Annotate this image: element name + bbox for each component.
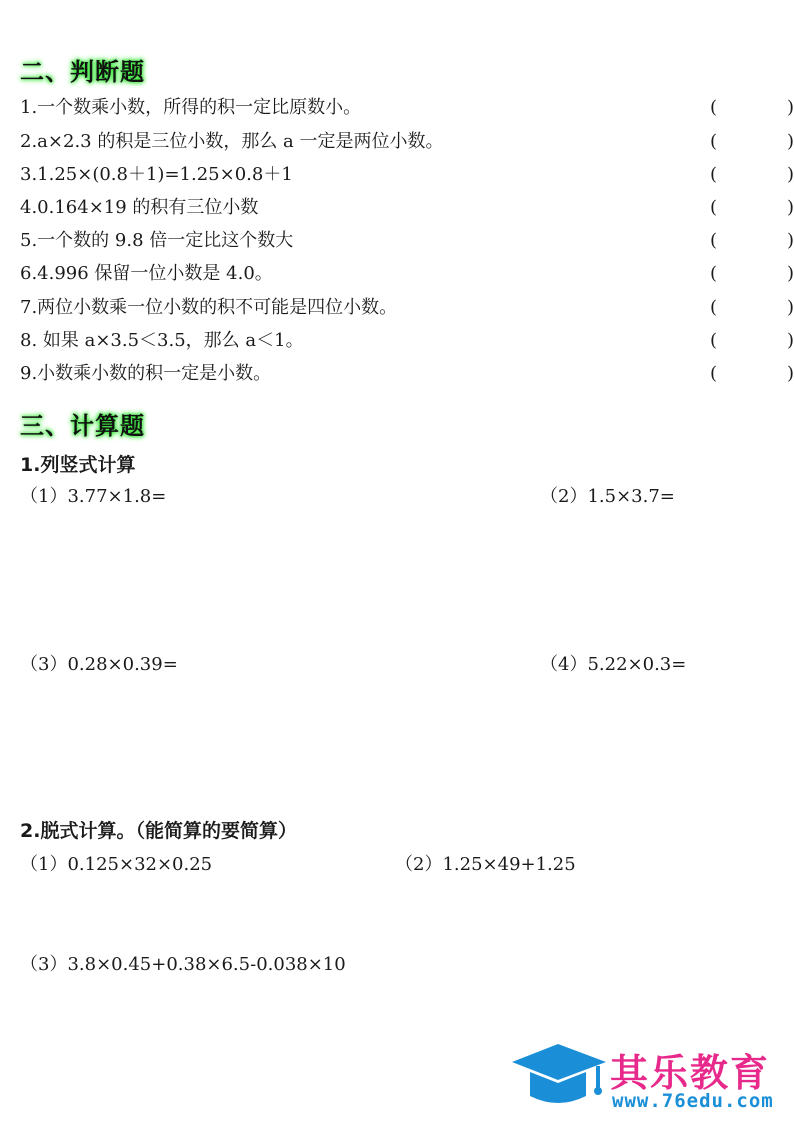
answer-parentheses[interactable]: ( ) — [710, 330, 794, 351]
brand-name: 其乐教育 — [610, 1051, 771, 1095]
question-text: 9.小数乘小数的积一定是小数。 — [20, 363, 272, 384]
question-text: 4.0.164×19 的积有三位小数 — [20, 197, 259, 218]
question-text: 2.a×2.3 的积是三位小数，那么 a 一定是两位小数。 — [20, 131, 444, 152]
question-row — [20, 93, 794, 123]
problem-1-2: （2）1.5×3.7= — [540, 486, 675, 507]
problem-2-1: （1）0.125×32×0.25 — [20, 854, 213, 875]
answer-parentheses[interactable]: ( ) — [710, 197, 794, 218]
section-title-calculation: 三、计算题 — [20, 412, 145, 440]
problem-2-3: （3）3.8×0.45+0.38×6.5-0.038×10 — [20, 954, 346, 975]
problem-2-2: （2）1.25×49+1.25 — [395, 854, 576, 875]
brand-url: www.76edu.com — [612, 1090, 774, 1112]
answer-parentheses[interactable]: ( ) — [710, 363, 794, 384]
question-row — [20, 226, 794, 256]
question-text: 8. 如果 a×3.5＜3.5，那么 a＜1。 — [20, 330, 304, 351]
question-text: 5.一个数的 9.8 倍一定比这个数大 — [20, 230, 294, 251]
question-row — [20, 326, 794, 356]
problem-1-3: （3）0.28×0.39= — [20, 654, 178, 675]
graduation-cap-icon — [510, 1040, 610, 1115]
answer-parentheses[interactable]: ( ) — [710, 164, 794, 185]
answer-parentheses[interactable]: ( ) — [710, 263, 794, 284]
subsection-title-vertical: 1.列竖式计算 — [20, 454, 136, 476]
answer-parentheses[interactable]: ( ) — [710, 297, 794, 318]
section-title-judgment: 二、判断题 — [20, 58, 145, 86]
question-row — [20, 193, 794, 223]
question-row — [20, 359, 794, 389]
question-row — [20, 160, 794, 190]
problem-1-4: （4）5.22×0.3= — [540, 654, 687, 675]
brand-logo — [510, 1040, 785, 1115]
question-text: 3.1.25×(0.8＋1)=1.25×0.8＋1 — [20, 164, 293, 185]
question-row — [20, 293, 794, 323]
question-text: 1.一个数乘小数，所得的积一定比原数小。 — [20, 97, 362, 118]
question-row — [20, 259, 794, 289]
answer-parentheses[interactable]: ( ) — [710, 97, 794, 118]
question-text: 6.4.996 保留一位小数是 4.0。 — [20, 263, 273, 284]
answer-parentheses[interactable]: ( ) — [710, 131, 794, 152]
problem-1-1: （1）3.77×1.8= — [20, 486, 167, 507]
answer-parentheses[interactable]: ( ) — [710, 230, 794, 251]
question-text: 7.两位小数乘一位小数的积不可能是四位小数。 — [20, 297, 398, 318]
subsection-title-stepwise: 2.脱式计算。（能简算的要简算） — [20, 820, 297, 842]
question-row — [20, 127, 794, 157]
